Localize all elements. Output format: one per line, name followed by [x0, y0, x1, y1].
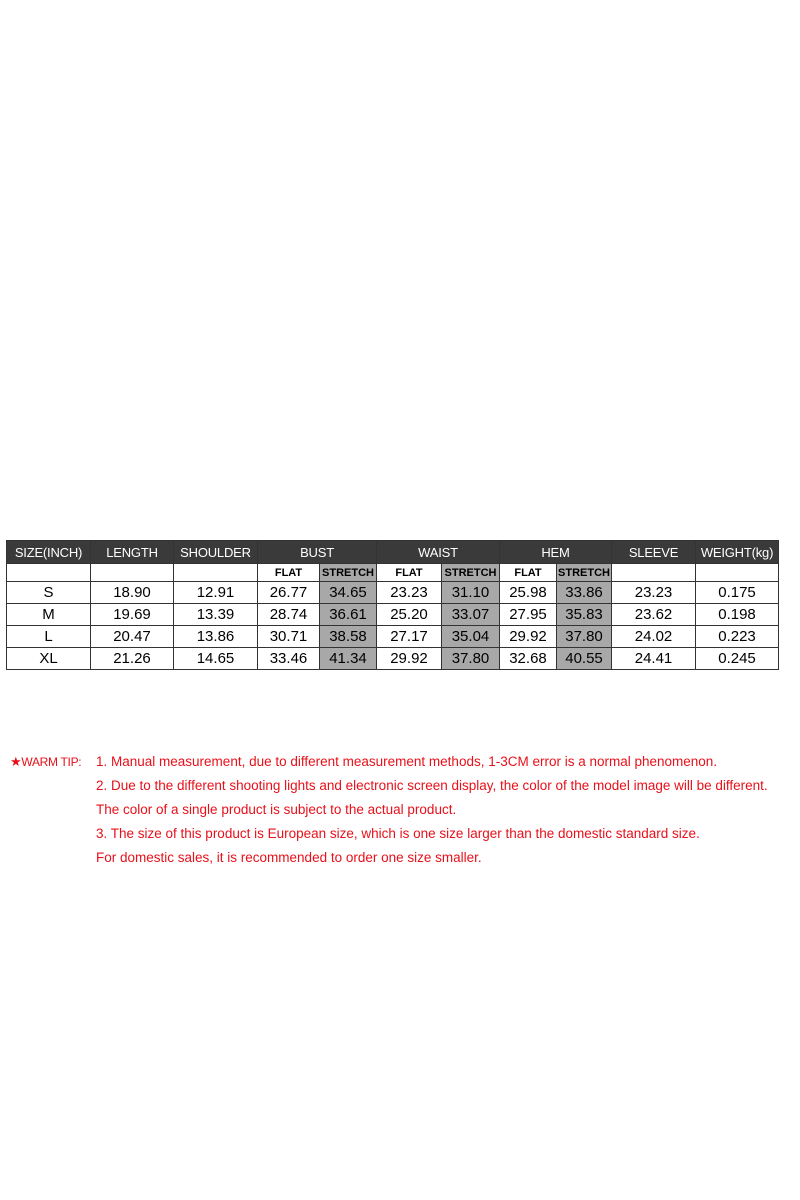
table-row — [7, 582, 779, 604]
header-size: SIZE(INCH) — [7, 541, 91, 564]
header-weight: WEIGHT(kg) — [696, 541, 779, 564]
cell-hem-stretch: 35.83 — [557, 604, 612, 626]
cell-hem-flat: 27.95 — [500, 604, 557, 626]
warm-tip-lines — [96, 752, 768, 872]
cell-length: 18.90 — [91, 582, 174, 604]
subheader-empty — [696, 564, 779, 582]
cell-weight: 0.175 — [696, 582, 779, 604]
cell-sleeve: 23.23 — [612, 582, 696, 604]
cell-size: S — [7, 582, 91, 604]
header-sleeve: SLEEVE — [612, 541, 696, 564]
cell-waist-stretch: 35.04 — [442, 626, 500, 648]
subheader-row — [7, 564, 779, 582]
cell-waist-flat: 23.23 — [377, 582, 442, 604]
subheader-waist-flat: FLAT — [377, 564, 442, 582]
cell-waist-stretch: 37.80 — [442, 648, 500, 670]
cell-bust-stretch: 41.34 — [320, 648, 377, 670]
cell-shoulder: 12.91 — [174, 582, 258, 604]
subheader-waist-stretch: STRETCH — [442, 564, 500, 582]
cell-bust-stretch: 38.58 — [320, 626, 377, 648]
cell-sleeve: 23.62 — [612, 604, 696, 626]
cell-shoulder: 13.86 — [174, 626, 258, 648]
cell-length: 20.47 — [91, 626, 174, 648]
warm-tip-label: WARM TIP: — [21, 755, 82, 769]
cell-bust-stretch: 36.61 — [320, 604, 377, 626]
cell-bust-stretch: 34.65 — [320, 582, 377, 604]
table-row — [7, 604, 779, 626]
cell-shoulder: 14.65 — [174, 648, 258, 670]
cell-hem-flat: 32.68 — [500, 648, 557, 670]
header-row — [7, 541, 779, 564]
table-row — [7, 648, 779, 670]
warm-tip-line: 1. Manual measurement, due to different measurement methods, 1-3CM error is a normal phenomenon. — [96, 754, 718, 769]
cell-size: M — [7, 604, 91, 626]
star-icon: ★ — [10, 754, 22, 769]
cell-shoulder: 13.39 — [174, 604, 258, 626]
subheader-empty — [174, 564, 258, 582]
warm-tip-label-group — [10, 754, 81, 770]
header-shoulder: SHOULDER — [174, 541, 258, 564]
cell-bust-flat: 26.77 — [258, 582, 320, 604]
subheader-empty — [612, 564, 696, 582]
cell-waist-flat: 29.92 — [377, 648, 442, 670]
subheader-empty — [7, 564, 91, 582]
cell-weight: 0.198 — [696, 604, 779, 626]
subheader-bust-stretch: STRETCH — [320, 564, 377, 582]
warm-tip-line: The color of a single product is subject to the actual product. — [96, 802, 457, 817]
cell-sleeve: 24.41 — [612, 648, 696, 670]
subheader-bust-flat: FLAT — [258, 564, 320, 582]
subheader-hem-flat: FLAT — [500, 564, 557, 582]
cell-sleeve: 24.02 — [612, 626, 696, 648]
cell-waist-stretch: 33.07 — [442, 604, 500, 626]
cell-hem-stretch: 40.55 — [557, 648, 612, 670]
subheader-hem-stretch: STRETCH — [557, 564, 612, 582]
size-chart-table — [6, 540, 779, 670]
warm-tip-line: 2. Due to the different shooting lights and electronic screen display, the color of the model image will be different. — [96, 778, 768, 793]
cell-waist-flat: 25.20 — [377, 604, 442, 626]
header-bust: BUST — [258, 541, 377, 564]
header-hem: HEM — [500, 541, 612, 564]
cell-bust-flat: 33.46 — [258, 648, 320, 670]
cell-bust-flat: 28.74 — [258, 604, 320, 626]
cell-size: XL — [7, 648, 91, 670]
cell-hem-flat: 29.92 — [500, 626, 557, 648]
warm-tip-line: For domestic sales, it is recommended to order one size smaller. — [96, 850, 482, 865]
header-length: LENGTH — [91, 541, 174, 564]
cell-bust-flat: 30.71 — [258, 626, 320, 648]
cell-weight: 0.223 — [696, 626, 779, 648]
cell-waist-flat: 27.17 — [377, 626, 442, 648]
cell-hem-stretch: 33.86 — [557, 582, 612, 604]
cell-length: 21.26 — [91, 648, 174, 670]
cell-hem-stretch: 37.80 — [557, 626, 612, 648]
cell-waist-stretch: 31.10 — [442, 582, 500, 604]
header-waist: WAIST — [377, 541, 500, 564]
cell-size: L — [7, 626, 91, 648]
table-row — [7, 626, 779, 648]
cell-hem-flat: 25.98 — [500, 582, 557, 604]
subheader-empty — [91, 564, 174, 582]
cell-length: 19.69 — [91, 604, 174, 626]
cell-weight: 0.245 — [696, 648, 779, 670]
warm-tip-line: 3. The size of this product is European size, which is one size larger than the domestic standard size. — [96, 826, 700, 841]
